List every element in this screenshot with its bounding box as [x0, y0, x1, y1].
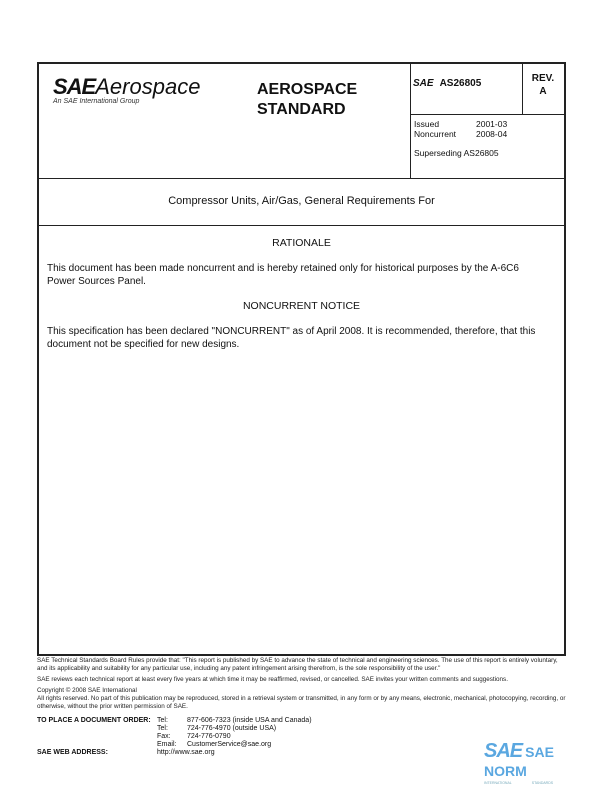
tel2-label: Tel: [157, 725, 168, 732]
dates [414, 119, 538, 139]
rev-value: A [539, 86, 547, 97]
watermark-sub1: INTERNATIONAL [484, 781, 512, 785]
standard-type [257, 80, 357, 120]
issued-label: Issued [414, 119, 440, 129]
superseding: Superseding AS26805 [414, 148, 499, 158]
watermark-sub2: STANDARDS [531, 781, 554, 785]
rationale-text: This document has been made noncurrent and is hereby retained only for historical purposes by the A-6C6 Power Sources Panel. [47, 263, 519, 287]
document-number [413, 78, 481, 89]
footer-rules: SAE Technical Standards Board Rules provide that: "This report is published by SAE to advance the state of technical and engineering sciences. The use of this report is entirely voluntary, and its applicability and suitability for any particular use, including any patent infringement arising therefrom, is the sole responsibility of the user." [37, 657, 558, 672]
footer-review: SAE reviews each technical report at least every five years at which time it may be reaffirmed, revised, or cancelled. SAE invites your written comments and suggestions. [37, 676, 508, 683]
document-title: Compressor Units, Air/Gas, General Requirements For [39, 178, 564, 226]
standard-type-line2: STANDARD [257, 101, 346, 118]
footer-copyright: Copyright © 2008 SAE International [37, 687, 137, 694]
sae-norm-watermark [484, 740, 600, 785]
divider [410, 64, 411, 178]
fax: 724-776-0790 [187, 733, 231, 740]
divider [410, 114, 564, 115]
noncurrent-label: Noncurrent [414, 129, 457, 139]
tel1: 877-606-7323 (inside USA and Canada) [187, 717, 312, 724]
doc-number: AS26805 [439, 78, 482, 89]
tel2: 724-776-4970 (outside USA) [187, 725, 277, 732]
web-label: SAE WEB ADDRESS: [37, 749, 108, 756]
tel1-label: Tel: [157, 717, 168, 724]
standard-type-line1: AEROSPACE [257, 81, 358, 98]
logo-subtitle: An SAE International Group [53, 98, 140, 105]
rev-label: REV. [531, 73, 555, 84]
logo-word: Aerospace [95, 74, 201, 99]
order-label: TO PLACE A DOCUMENT ORDER: [37, 717, 151, 724]
sae-aerospace-logo [53, 74, 200, 105]
email-label: Email: [157, 741, 177, 748]
legal-footer [37, 657, 567, 711]
web-link[interactable]: http://www.sae.org [157, 749, 215, 756]
watermark-logo: SAE [484, 740, 523, 762]
noncurrent-date: 2008-04 [476, 129, 508, 139]
revision [522, 72, 564, 98]
notice-heading: NONCURRENT NOTICE [242, 300, 361, 312]
document-frame [37, 62, 566, 656]
rationale-heading: RATIONALE [272, 237, 331, 249]
watermark-name: SAE NORM [484, 744, 554, 779]
fax-label: Fax: [157, 733, 171, 740]
footer-rights: All rights reserved. No part of this publication may be reproduced, stored in a retrieval system or transmitted, in any form or by any means, electronic, mechanical, photocopying, recording, or otherwise, without the prior written permission of SAE. [37, 695, 566, 710]
email-link[interactable]: CustomerService@sae.org [187, 741, 272, 748]
logo-brand: SAE [53, 74, 96, 99]
header-block [39, 64, 564, 179]
notice-text: This specification has been declared "NONCURRENT" as of April 2008. It is recommended, therefore, that this document not be specified for new designs. [47, 326, 536, 350]
issued-date: 2001-03 [476, 119, 508, 129]
doc-prefix: SAE [413, 78, 434, 89]
